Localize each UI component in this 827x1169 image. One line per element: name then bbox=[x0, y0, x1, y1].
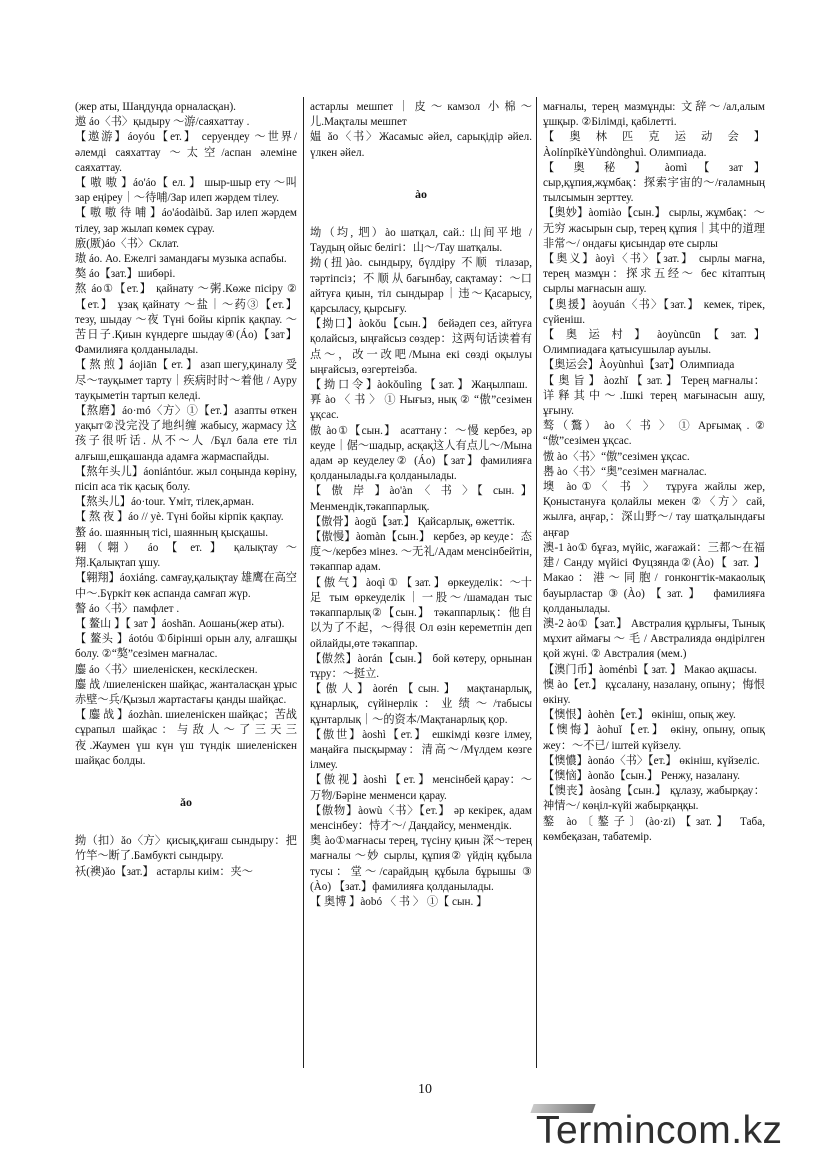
dictionary-entry: 獒 áo【зат.】шибөрі. bbox=[75, 268, 176, 281]
dictionary-entry: 【奥妙】àomiào【сын.】 сырлы, жұмбақ：～无穷 жасырын сыр, терең құпия｜其中的道理非常～/ ондағы қисындар өте сырлы bbox=[543, 207, 765, 250]
dictionary-entry: 【 鏖 战 】áozhàn. шиеленіскен шайқас；苦战 сұрапыл шайқас：与敌人～了三天三夜.Жаумен үш күн үш түндік шиеленіскен шайқас болды. bbox=[75, 709, 297, 767]
dictionary-entry: 【 嗷 嗷 待 哺 】áo'áodàibǔ. Зар илеп жәрдем тілеу, зар жылап көмек сұрау. bbox=[75, 207, 297, 235]
dictionary-entry: 【 熬 夜 】áo // yè. Түні бойы кірпік қақпау. bbox=[75, 511, 284, 524]
dictionary-entry: 【 奥 运 村 】 àoyùncūn 【 зат. 】 Олимпиадаға қатысушылар ауылы. bbox=[543, 329, 765, 357]
dictionary-entry: 【傲慢】àomàn【сын.】 кербез, әр кеуде：态度～/кербез мінез. ～无礼/Адам менсінбейтін, тәкаппар адам. bbox=[310, 531, 532, 574]
dictionary-entry: 澳-1 ào① бұғаз, мүйіс, жағажай：三都～在福建/ Санду мүйісі Фуцзянда②(Ào)【 зат. 】 Макао：港～同胞/ гонконгтік-макаолық бауырластар③(Ào)【зат.】 фамилияға қолданылады. bbox=[543, 541, 765, 615]
dictionary-entry: 【傲骨】àogǔ【зат.】 Қайсарлық, өжеттік. bbox=[310, 515, 515, 528]
column-divider-left bbox=[303, 97, 304, 1068]
dictionary-entry: 鏖 áo〈书〉шиеленіскен, кескілескен. bbox=[75, 663, 258, 676]
dictionary-entry: 【傲世】àoshì【ет.】 ешкімді көзге ілмеу, маңайға пысқырмау：清高～/Мүлдем көзге ілмеу. bbox=[310, 728, 532, 772]
dictionary-entry: 【 傲 视 】àoshì 【 ет. 】 менсінбей қарау：～万物/Бәріне менменси қарау. bbox=[310, 774, 532, 802]
dictionary-entry: 【 傲 岸 】ào'àn 〈 书 〉【 сын. 】 Менмендік,тәкаппарлық. bbox=[310, 485, 532, 513]
column-left bbox=[75, 100, 297, 1068]
section-heading: ǎo bbox=[180, 794, 192, 809]
dictionary-entry: 【遨游】áoyóu【ет.】 серуендеу ～世界/әлемді саяхаттау ～太空/аспан әлеміне саяхаттау. bbox=[75, 131, 297, 174]
section-heading: ào bbox=[415, 186, 427, 201]
dictionary-entry: 墺 ào①〈 书 〉 тұруға жайлы жер, Қоныстануға қолайлы мекен ②〈方〉сай, жылға, аңғар,：深山野～/ тау шатқалындағы аңғар bbox=[543, 481, 765, 539]
dictionary-entry: мағналы, терең мазмұнды: 文辞～/ал,алым ұшқыр. ②Білімді, қабілетті. bbox=[543, 101, 765, 129]
dictionary-entry: 熬 áo①【ет.】 қайнату ～粥.Көже пісіру ②【ет.】 ұзақ қайнату ～盐｜～药③【ет.】тезу, шыдау ～夜 Түні бойы кірпік қақпау. ～苦日子.Қиын күндерге шыдау④(Áo)【зат】Фамилияға қолданылады. bbox=[75, 283, 297, 357]
dictionary-entry: 【 熬 煎 】áojiān【 ет. 】 азап шегу,қиналу 受尽～тауқымет тарту｜疾病时时～着他 / Ауру тауқыметін тартып келеді. bbox=[75, 359, 297, 402]
dictionary-entry: 【懊悔】àohuǐ【ет.】 өкіну, опыну, опық жеу：～不已/ іштей күйзелу. bbox=[543, 724, 765, 752]
dictionary-entry: 【澳门币】àoménbì【 зат. 】 Макао ақшасы. bbox=[543, 663, 757, 676]
dictionary-entry: 慠 ào〈书〉“傲”сезімен ұқсас. bbox=[543, 450, 690, 463]
dictionary-entry: 骜（鷔） ào 〈 书 〉 ① Арғымақ . ② “傲”сезімен ұқсас. bbox=[543, 420, 765, 448]
dictionary-entry: 【懊恼】àonǎo【сын.】 Ренжу, назалану. bbox=[543, 769, 740, 782]
dictionary-entry: 【熬年头儿】áoniántóur. жыл соңында көріну, пісіп аса тік қасық болу. bbox=[75, 465, 297, 494]
page-number: 10 bbox=[418, 1082, 432, 1097]
dictionary-entry: 【翱翔】áoxiáng. самғау,қалықтау 雄鹰在高空中～.Бүркіт көк аспанда самғап жүр. bbox=[75, 572, 297, 600]
dictionary-entry: 【懊憹】àonáo〈书〉【ет.】 өкініш, күйзеліс. bbox=[543, 754, 760, 767]
dictionary-entry: 傲 ào①【сын.】 асаттану：～慢 кербез, әр кеуде｜倨～шадыр, асқақ这人有点儿～/Мына адам әр кеуделеу② (Áo)【зат】фамилияға қолданылады.ға қолданылады. bbox=[310, 424, 532, 483]
dictionary-entry: 【奥援】àoyuán〈书〉【зат.】 кемек, тірек, сүйеніш. bbox=[543, 298, 765, 326]
dictionary-entry: 奡 ào 〈 书 〉 ① Нығыз, нық ② “傲”сезімен ұқсас. bbox=[310, 394, 532, 422]
dictionary-entry: 鏊 ào〔鏊子〕(ào·zi)【зат.】 Таба, көмбеқазан, табатемір. bbox=[543, 815, 765, 843]
dictionary-entry: 【熬磨】áo·mó〈方〉①【ет.】азапты өткен уақыт②没完没了地纠缠 жабысу, жармасу 这孩子很听话. 从不～人 /Бұл бала ете тіл алғыш,ешқашанда адамға жармаспайды. bbox=[75, 405, 297, 463]
dictionary-entry: 【傲人】àorén【сын.】 мақтанарлық, құнарлық, сүйінерлік：业绩～/табысы құнтарлық｜～的资本/Мақтанарлық қор. bbox=[310, 683, 532, 726]
dictionary-entry: 璈 áo. Ао. Ежелгі замандағы музыка аспабы. bbox=[75, 253, 287, 266]
dictionary-entry: 鏖 战 /шиеленіскен шайқас, жанталасқан ұрыс 赤壁～兵/Қызыл жартастағы қанды шайқас. bbox=[75, 678, 297, 706]
logo-text: Termincom.kz bbox=[536, 1109, 783, 1152]
dictionary-entry: 拗（扣）ǎo〈方〉қисық,қиғаш сындыру：把竹竿～断了.Бамбукті сындыру. bbox=[75, 835, 297, 863]
column-right bbox=[543, 100, 765, 1068]
dictionary-entry: (жер аты, Шаңдуңда орналасқан). bbox=[75, 101, 236, 113]
dictionary-entry: 嶴 ào〈书〉“奥”сезімен мағналас. bbox=[543, 465, 707, 478]
column-divider-right bbox=[536, 97, 537, 1068]
column-middle bbox=[310, 100, 532, 1068]
dictionary-entry: 拗(扭)ào. сындыру, бүлдіру 不顺 тілазар, тәртіпсіз；不 顺 从 бағынбау, сақтамау：～口 айтуға қиын, тіл сындырар｜违～Қасарысу, қарсыласу, қырсығу. bbox=[310, 257, 532, 316]
dictionary-entry: 坳（均, 垇）ào шатқал, сай.: 山间平地 /Таудың ойыс белігі：山～/Тау шатқалы. bbox=[310, 227, 532, 255]
dictionary-entry: 【懊丧】àosàng【сын.】 құлазу, жабырқау：神情～/ көңіл-күйі жабырқаңқы. bbox=[543, 785, 765, 813]
dictionary-entry: 【 鳌头 】áotóu ①бірінші орын алу, алғашқы болу. ②“獒”сезімен мағналас. bbox=[75, 633, 297, 661]
dictionary-entry: 【 奥 秘 】 àomì 【 зат 】 сыр,құпия,жұмбақ：探索宇宙的～/ғаламның тылсымын зерттеу. bbox=[543, 161, 765, 205]
dictionary-entry: 【奥运会】Àoyùnhuì【зат】Олимпиада bbox=[543, 359, 735, 372]
dictionary-entry: 【奥义】àoyì〈书〉【зат.】 сырлы мағна, терең мазмұн：探求五经～ бес кітаптың сырлы мағнасын ашу. bbox=[543, 253, 765, 296]
dictionary-entry: 袄(襖)ǎo【зат.】 астарлы киім：夹～ bbox=[75, 865, 253, 878]
termincom-logo bbox=[532, 1100, 814, 1160]
dictionary-entry: 【 鳌山 】【 зат 】áoshān. Аошань(жер аты). bbox=[75, 617, 285, 630]
dictionary-entry: 【 拗 口 令 】àokǒulìng 【 зат. 】 Жаңылпаш. bbox=[310, 379, 528, 392]
dictionary-entry: 【 奥 旨 】 àozhǐ 【 зат. 】 Терең мағналы：详释其中～.Ішкі терең мағынасын ашу, ұғыну. bbox=[543, 374, 765, 418]
dictionary-entry: 媪 ǎo〈书〉Жасамыс әйел, сарықідір әйел. үлкен әйел. bbox=[310, 131, 532, 159]
dictionary-entry: 奥 ào①мағнасы терең, түсіну қиын 深～терең мағналы ～妙 сырлы, құпия② үйдің құбыла тусы：堂～/сарайдың құбыла бұрышы ③ (Ào) 【зат.】фамилияға қолданылады. bbox=[310, 835, 532, 893]
dictionary-entry: 翱（翺） áo 【 ет. 】 қалықтау ～翔.Қалықтап ұшу. bbox=[75, 541, 297, 570]
dictionary-entry: 【熬头儿】áo·tour. Үміт, тілек,арман. bbox=[75, 496, 255, 509]
dictionary-entry: 【 奥 林 匹 克 运 动 会 】ÀolínpǐkèYùndònghuì. Олимпиада. bbox=[543, 131, 765, 159]
dictionary-entry: 澳-2 ào①【зат.】 Австралия құрлығы, Тынық мұхит аймағы ～ 毛 / Австралияда өндірілген қой жүні. ② Австралия (мем.) bbox=[543, 617, 765, 661]
dictionary-entry: 【 傲 气 】 àoqì ① 【 зат. 】 өркеуделік：～十足 тым өркеуделік｜一股～/шамадан тыс тәкаппарлық②【сын.】 тәкаппарлық：他自以为了不起，～得很 Ол өзін кереметпін деп ойлайды,өте тәкаппар. bbox=[310, 576, 532, 650]
dictionary-entry: 螯 áo. шаянның тісі, шаянның қысқашы. bbox=[75, 526, 269, 539]
dictionary-entry: 懊 ào【ет.】 құсалану, назалану, опыну；悔恨 өкіну. bbox=[543, 678, 765, 706]
dictionary-entry: 廒(厫)áo〈书〉Склат. bbox=[75, 237, 179, 250]
dictionary-entry: 【 嗷 嗷 】áo'áo【 ел. 】 шыр-шыр ету ～叫 зар еңіреу｜～待哺/Зар илеп жәрдем тілеу. bbox=[75, 177, 297, 205]
dictionary-entry: 【懊恨】àohèn【ет.】 өкініш, опық жеу. bbox=[543, 709, 736, 722]
dictionary-entry: астарлы мешпет｜皮～камзол 小棉～儿.Мақталы мешпет bbox=[310, 101, 532, 129]
dictionary-entry: 【 奥博 】àobó 〈 书 〉 ①【 сын. 】 bbox=[310, 895, 488, 908]
dictionary-entry: 【拗口】àokǒu【сын.】 бейәдеп сез, айтуға қолайсыз, ыңғайсыз сөздер：这两句话读着有点～，改一改吧/Мына екі сөзді оқылуы ыңғайсыз, өзгертеізба. bbox=[310, 318, 532, 376]
dictionary-entry: 【傲然】àorán【сын.】 бой көтеру, орнынан тұру：～挺立. bbox=[310, 652, 532, 680]
dictionary-entry: 遨 áo〈书〉қыдыру ～游/саяхаттау . bbox=[75, 116, 250, 129]
dictionary-entry: 【傲物】àowù〈书〉【ет.】 әр кекірек, адам менсінбеу：恃才～/ Даңдайсу, менмендік. bbox=[310, 804, 532, 832]
dictionary-entry: 謷 áo〈书〉памфлет . bbox=[75, 602, 180, 615]
